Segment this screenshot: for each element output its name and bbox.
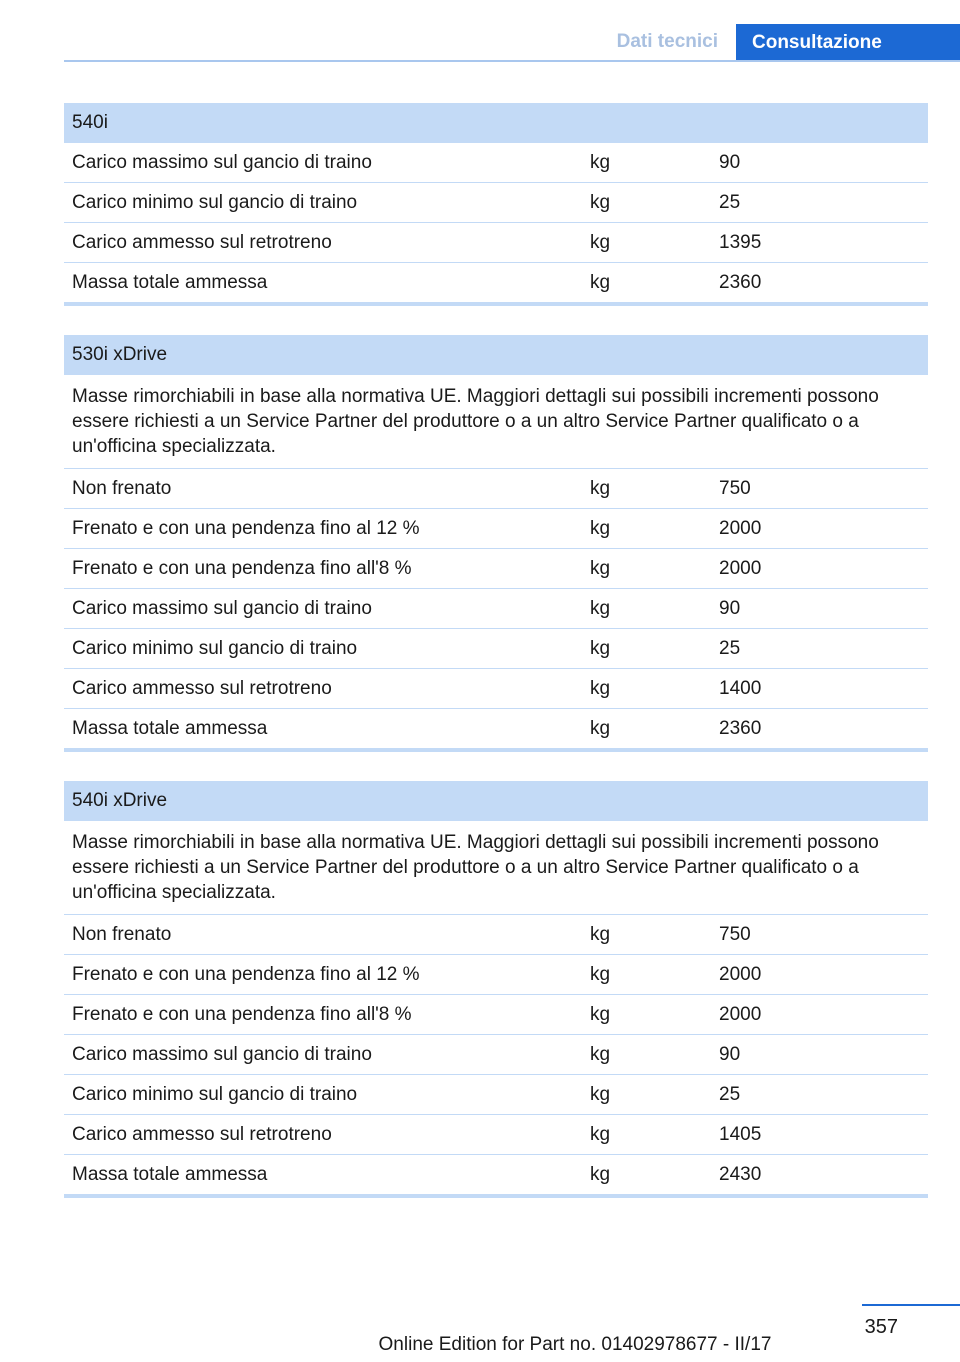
- row-unit: kg: [582, 223, 711, 263]
- row-unit: kg: [582, 183, 711, 223]
- row-label: Massa totale ammessa: [64, 709, 582, 751]
- row-value: 1405: [711, 1115, 928, 1155]
- row-value: 1400: [711, 669, 928, 709]
- row-label: Carico ammesso sul retrotreno: [64, 1115, 582, 1155]
- row-value: 2000: [711, 509, 928, 549]
- row-label: Massa totale ammessa: [64, 263, 582, 305]
- row-label: Carico minimo sul gancio di traino: [64, 629, 582, 669]
- table-row: [64, 1075, 928, 1115]
- page-number: 357: [864, 1316, 898, 1338]
- table-row: [64, 589, 928, 629]
- row-unit: kg: [582, 629, 711, 669]
- table-row: [64, 629, 928, 669]
- row-unit: kg: [582, 709, 711, 751]
- table-title: 540i xDrive: [64, 781, 928, 821]
- table-row: [64, 263, 928, 305]
- row-value: 90: [711, 589, 928, 629]
- row-unit: kg: [582, 509, 711, 549]
- row-label: Carico ammesso sul retrotreno: [64, 669, 582, 709]
- spec-table: [64, 103, 928, 306]
- row-value: 2430: [711, 1155, 928, 1197]
- row-unit: kg: [582, 995, 711, 1035]
- row-value: 750: [711, 915, 928, 955]
- row-value: 25: [711, 1075, 928, 1115]
- table-title: 540i: [64, 103, 928, 143]
- table-row: [64, 509, 928, 549]
- row-unit: kg: [582, 143, 711, 183]
- row-label: Frenato e con una pendenza fino al 12 %: [64, 955, 582, 995]
- row-label: Frenato e con una pendenza fino all'8 %: [64, 995, 582, 1035]
- table-row: [64, 1115, 928, 1155]
- table-title: 530i xDrive: [64, 335, 928, 375]
- table-row: [64, 1035, 928, 1075]
- row-label: Massa totale ammessa: [64, 1155, 582, 1197]
- row-value: 90: [711, 1035, 928, 1075]
- row-unit: kg: [582, 1115, 711, 1155]
- header-divider: [64, 60, 960, 62]
- spec-table: [64, 781, 928, 1198]
- table-row: [64, 1155, 928, 1197]
- row-value: 2000: [711, 955, 928, 995]
- row-unit: kg: [582, 1075, 711, 1115]
- table-note: Masse rimorchiabili in base alla normativa UE. Maggiori dettagli sui possibili incrementi possono essere richiesti a un Service Partner del produttore o a un altro Service Partner qualificato o a un'officina specializzata.: [64, 821, 928, 915]
- row-label: Carico ammesso sul retrotreno: [64, 223, 582, 263]
- row-label: Frenato e con una pendenza fino al 12 %: [64, 509, 582, 549]
- table-row: [64, 223, 928, 263]
- row-unit: kg: [582, 955, 711, 995]
- row-unit: kg: [582, 915, 711, 955]
- table-row: [64, 915, 928, 955]
- table-row: [64, 469, 928, 509]
- chapter-tab[interactable]: Consultazione: [736, 24, 960, 62]
- edition-note: Online Edition for Part no. 01402978677 - II/17: [378, 1334, 772, 1355]
- row-unit: kg: [582, 669, 711, 709]
- row-unit: kg: [582, 549, 711, 589]
- row-value: 25: [711, 629, 928, 669]
- row-value: 2000: [711, 995, 928, 1035]
- row-value: 2360: [711, 263, 928, 305]
- table-row: [64, 183, 928, 223]
- row-unit: kg: [582, 1155, 711, 1197]
- row-value: 1395: [711, 223, 928, 263]
- table-note: Masse rimorchiabili in base alla normativa UE. Maggiori dettagli sui possibili incrementi possono essere richiesti a un Service Partner del produttore o a un altro Service Partner qualificato o a un'officina specializzata.: [64, 375, 928, 469]
- row-unit: kg: [582, 1035, 711, 1075]
- row-label: Non frenato: [64, 915, 582, 955]
- row-label: Carico massimo sul gancio di traino: [64, 589, 582, 629]
- row-unit: kg: [582, 589, 711, 629]
- page-header: [64, 24, 960, 62]
- footer-divider: [862, 1304, 960, 1306]
- table-row: [64, 549, 928, 589]
- row-label: Non frenato: [64, 469, 582, 509]
- section-tab[interactable]: Dati tecnici: [616, 31, 718, 52]
- table-row: [64, 669, 928, 709]
- row-value: 25: [711, 183, 928, 223]
- table-row: [64, 709, 928, 751]
- table-row: [64, 143, 928, 183]
- row-label: Carico massimo sul gancio di traino: [64, 1035, 582, 1075]
- table-row: [64, 995, 928, 1035]
- row-label: Carico minimo sul gancio di traino: [64, 183, 582, 223]
- row-value: 750: [711, 469, 928, 509]
- row-unit: kg: [582, 469, 711, 509]
- row-value: 90: [711, 143, 928, 183]
- row-label: Carico minimo sul gancio di traino: [64, 1075, 582, 1115]
- row-label: Carico massimo sul gancio di traino: [64, 143, 582, 183]
- table-row: [64, 955, 928, 995]
- row-label: Frenato e con una pendenza fino all'8 %: [64, 549, 582, 589]
- row-value: 2000: [711, 549, 928, 589]
- row-unit: kg: [582, 263, 711, 305]
- spec-tables: [64, 103, 928, 1227]
- row-value: 2360: [711, 709, 928, 751]
- spec-table: [64, 335, 928, 752]
